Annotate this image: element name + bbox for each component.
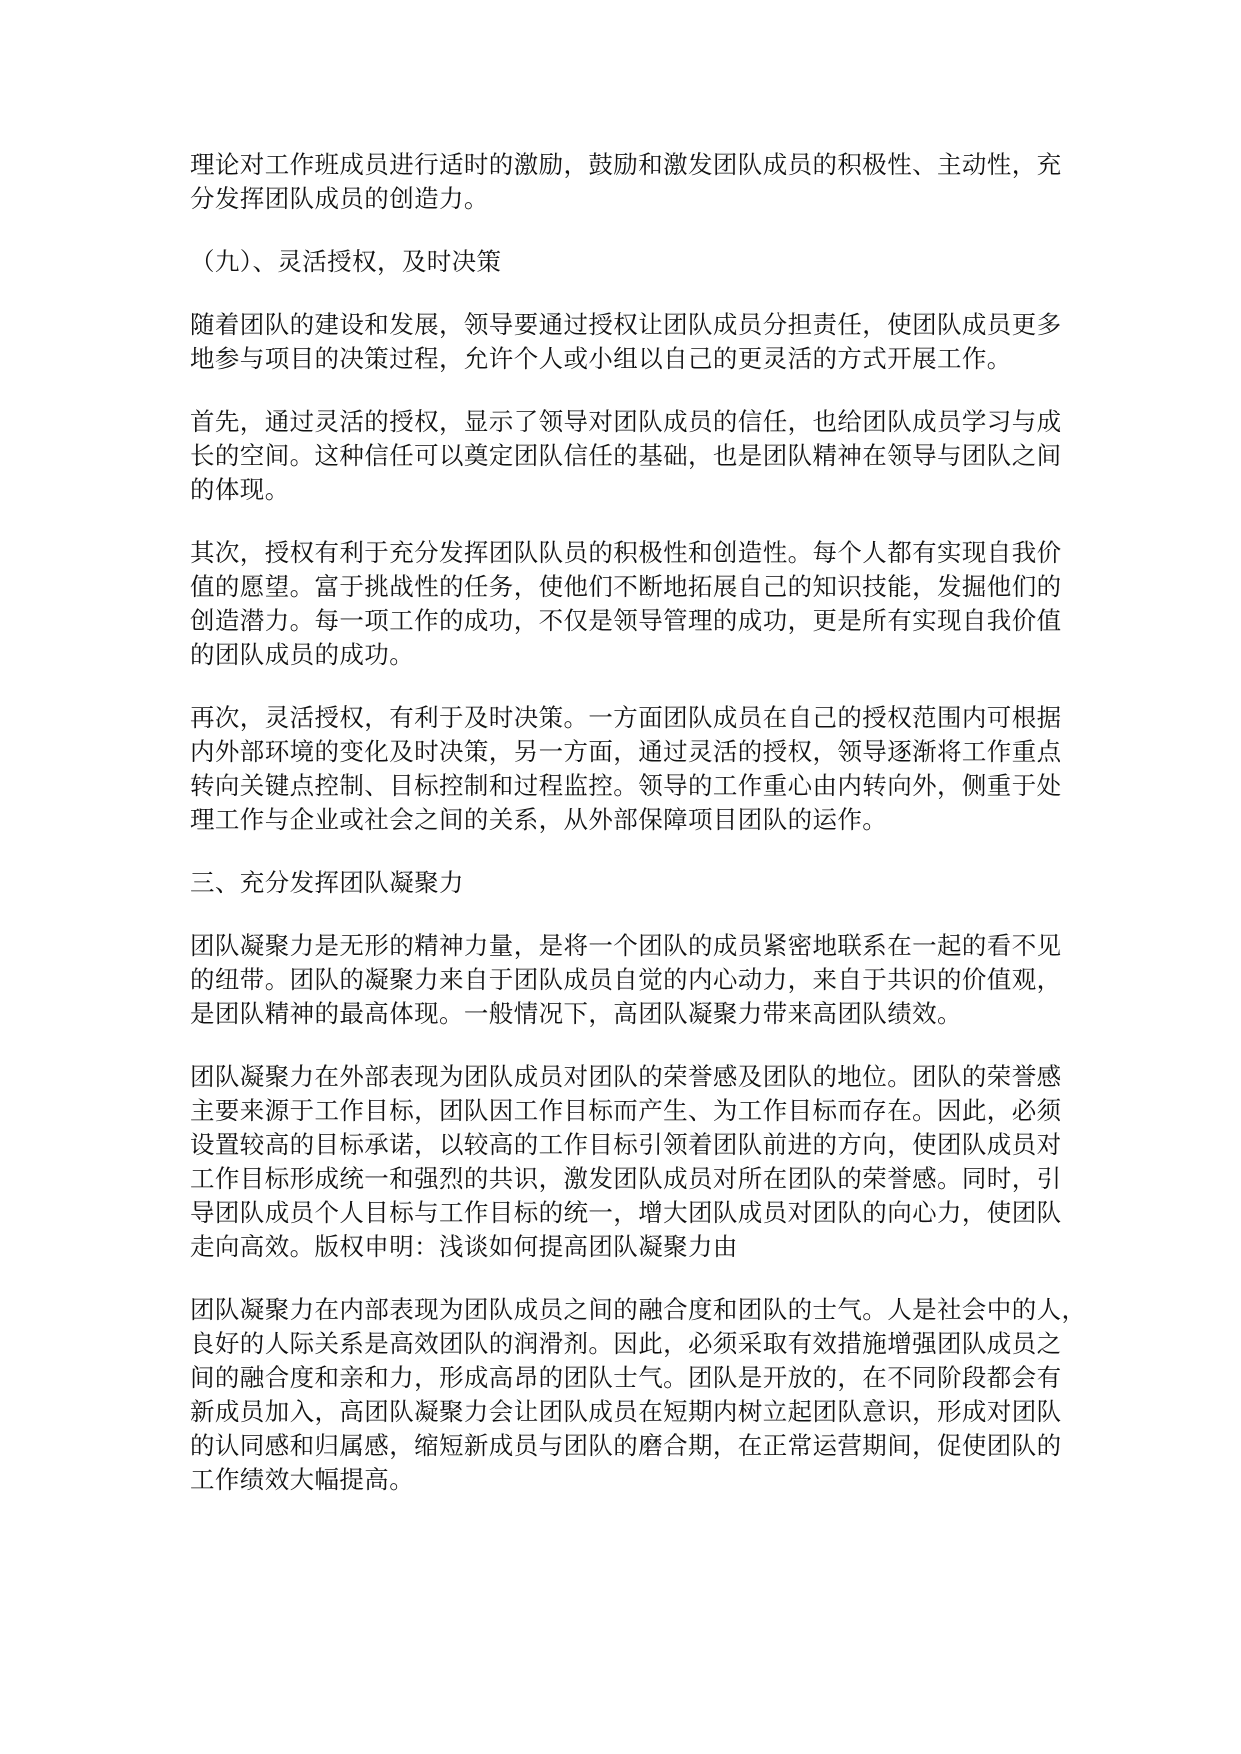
text-line: 理工作与企业或社会之间的关系，从外部保障项目团队的运作。 [190, 805, 888, 834]
section-heading-three [190, 866, 1070, 900]
text-line: 是团队精神的最高体现。一般情况下，高团队凝聚力带来高团队绩效。 [190, 999, 962, 1028]
text-line: 其次，授权有利于充分发挥团队队员的积极性和创造性。每个人都有实现自我价 [190, 538, 1062, 567]
text-line: 间的融合度和亲和力，形成高昂的团队士气。团队是开放的，在不同阶段都会有 [190, 1363, 1062, 1392]
paragraph-cohesion-definition [190, 929, 1070, 1031]
text-line: 团队凝聚力在内部表现为团队成员之间的融合度和团队的士气。人是社会中的人， [190, 1295, 1087, 1324]
text-line: 再次，灵活授权，有利于及时决策。一方面团队成员在自己的授权范围内可根据 [190, 703, 1062, 732]
paragraph-second [190, 536, 1070, 672]
text-line: 走向高效。版权申明：浅谈如何提高团队凝聚力由 [190, 1232, 738, 1261]
heading-line: （九）、灵活授权，及时决策 [190, 247, 502, 276]
text-line: 工作绩效大幅提高。 [190, 1465, 415, 1494]
text-line: 值的愿望。富于挑战性的任务，使他们不断地拓展自己的知识技能，发掘他们的 [190, 572, 1062, 601]
text-line: 首先，通过灵活的授权，显示了领导对团队成员的信任，也给团队成员学习与成 [190, 407, 1062, 436]
text-line: 转向关键点控制、目标控制和过程监控。领导的工作重心由内转向外，侧重于处 [190, 771, 1062, 800]
text-line: 主要来源于工作目标，团队因工作目标而产生、为工作目标而存在。因此，必须 [190, 1096, 1062, 1125]
text-line: 团队凝聚力在外部表现为团队成员对团队的荣誉感及团队的地位。团队的荣誉感 [190, 1062, 1062, 1091]
paragraph-cohesion-internal [190, 1293, 1087, 1497]
text-line: 良好的人际关系是高效团队的润滑剂。因此，必须采取有效措施增强团队成员之 [190, 1329, 1062, 1358]
document-body [190, 148, 1087, 1526]
text-line: 随着团队的建设和发展，领导要通过授权让团队成员分担责任，使团队成员更多 [190, 310, 1062, 339]
text-line: 的体现。 [190, 475, 290, 504]
text-line: 创造潜力。每一项工作的成功，不仅是领导管理的成功，更是所有实现自我价值 [190, 606, 1062, 635]
section-heading-nine [190, 245, 1070, 279]
text-line: 的认同感和归属感，缩短新成员与团队的磨合期，在正常运营期间，促使团队的 [190, 1431, 1062, 1460]
text-line: 导团队成员个人目标与工作目标的统一，增大团队成员对团队的向心力，使团队 [190, 1198, 1062, 1227]
text-line: 团队凝聚力是无形的精神力量，是将一个团队的成员紧密地联系在一起的看不见 [190, 931, 1062, 960]
text-line: 内外部环境的变化及时决策，另一方面，通过灵活的授权，领导逐渐将工作重点 [190, 737, 1062, 766]
text-line: 设置较高的目标承诺，以较高的工作目标引领着团队前进的方向，使团队成员对 [190, 1130, 1062, 1159]
text-line: 分发挥团队成员的创造力。 [190, 184, 489, 213]
paragraph-third [190, 701, 1070, 837]
text-line: 理论对工作班成员进行适时的激励，鼓励和激发团队成员的积极性、主动性，充 [190, 150, 1062, 179]
heading-line: 三、充分发挥团队凝聚力 [190, 868, 464, 897]
paragraph-cohesion-external [190, 1060, 1070, 1264]
text-line: 的团队成员的成功。 [190, 640, 415, 669]
text-line: 地参与项目的决策过程，允许个人或小组以自己的更灵活的方式开展工作。 [190, 344, 1012, 373]
text-line: 的纽带。团队的凝聚力来自于团队成员自觉的内心动力，来自于共识的价值观， [190, 965, 1062, 994]
text-line: 工作目标形成统一和强烈的共识，激发团队成员对所在团队的荣誉感。同时，引 [190, 1164, 1062, 1193]
text-line: 长的空间。这种信任可以奠定团队信任的基础，也是团队精神在领导与团队之间 [190, 441, 1062, 470]
paragraph-first [190, 405, 1070, 507]
paragraph-delegation [190, 308, 1070, 376]
paragraph-intro-continuation [190, 148, 1070, 216]
text-line: 新成员加入，高团队凝聚力会让团队成员在短期内树立起团队意识，形成对团队 [190, 1397, 1062, 1426]
